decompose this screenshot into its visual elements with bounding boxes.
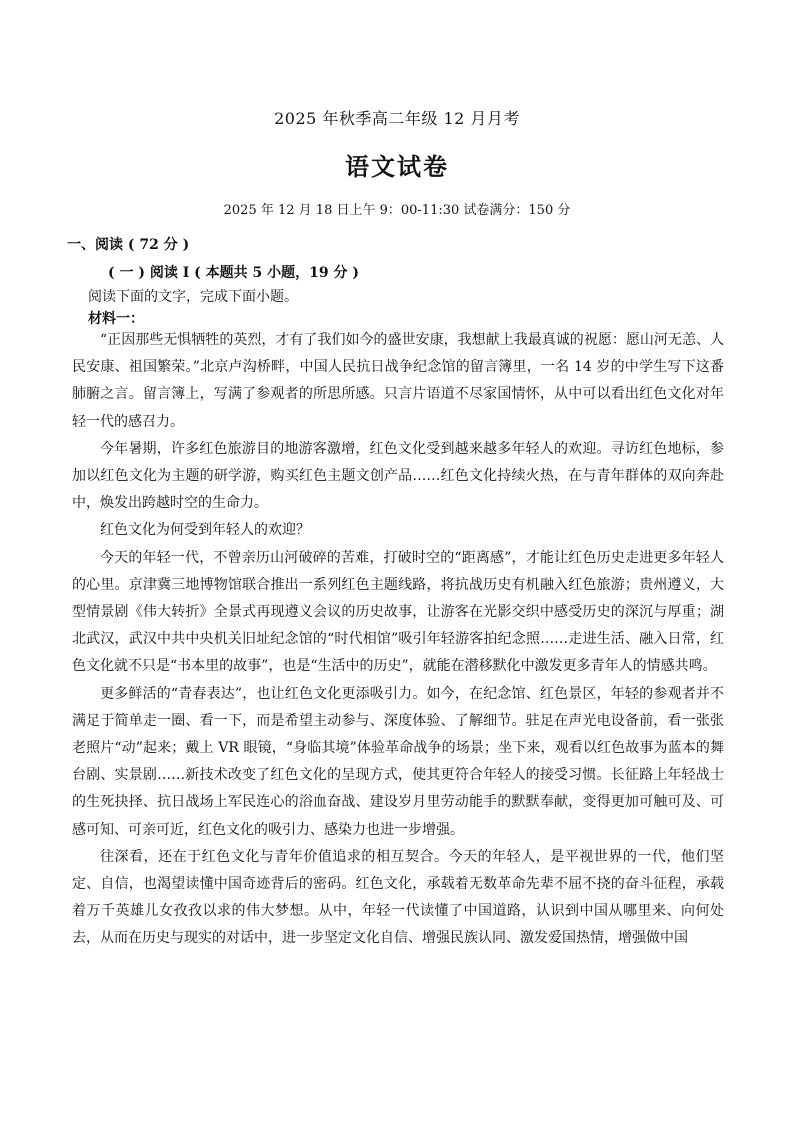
exam-title: 语文试卷 [345,152,449,181]
material-label: 材料一： [88,311,144,327]
paragraph: 今天的年轻一代，不曾亲历山河破碎的苦难，打破时空的“距离感”，才能让红色历史走进更多年轻人的心里。京津冀三地博物馆联合推出一系列红色主题线路，将抗战历史有机融入红色旅游；贵州遵义，大型情景剧《伟大转折》全景式再现遵义会议的历史故事，让游客在光影交织中感受历史的深沉与厚重；湖北武汉，武汉中共中央机关旧址纪念馆的“时代相馆”吸引年轻游客拍纪念照……走进生活、融入日常，红色文化就不只是“书本里的故事”，也是“生活中的历史”，就能在潜移默化中激发更多青年人的情感共鸣。 [72,549,724,675]
exam-subtitle: 2025 年秋季高二年级 12 月月考 [274,109,520,128]
reading-subheading: ( 一 ) 阅读 I ( 本题共 5 小题，19 分 ) [108,265,360,281]
passage-body [72,327,724,953]
paragraph: “正因那些无惧牺牲的英烈，才有了我们如今的盛世安康，我想献上我最真诚的祝愿：愿山河无恙、人民安康、祖国繁荣。”北京卢沟桥畔，中国人民抗日战争纪念馆的留言簿里，一名 14 岁的中学生写下这番肺腑之言。留言簿上，写满了参观者的所思所感。只言片语道不尽家国情怀，从中可以看出红色文化对年轻一代的感召力。 [72,332,724,430]
reading-instruction: 阅读下面的文字，完成下面小题。 [88,289,298,305]
section-heading: 一、阅读 ( 72 分 ) [67,237,190,253]
exam-info: 2025 年 12 月 18 日上午 9：00-11:30 试卷满分：150 分 [223,203,571,218]
paragraph: 红色文化为何受到年轻人的欢迎？ [100,522,310,539]
paragraph: 更多鲜活的“青春表达”，也让红色文化更添吸引力。如今，在纪念馆、红色景区，年轻的参观者并不满足于简单走一圈、看一下，而是希望主动参与、深度体验、了解细节。驻足在声光电设备前，看一张张老照片“动”起来；戴上 VR 眼镜，“身临其境”体验革命战争的场景；坐下来，观看以红色故事为蓝本的舞台剧、实景剧……新技术改变了红色文化的呈现方式，使其更符合年轻人的接受习惯。长征路上年轻战士的生死抉择、抗日战场上军民连心的浴血奋战、建设岁月里劳动能手的默默奉献，变得更加可触可及、可感可知、可亲可近，红色文化的吸引力、感染力也进一步增强。 [72,685,724,838]
paragraph: 往深看，还在于红色文化与青年价值追求的相互契合。今天的年轻人，是平视世界的一代，他们坚定、自信，也渴望读懂中国奇迹背后的密码。红色文化，承载着无数革命先辈不屈不挠的奋斗征程，承载着万千英雄儿女孜孜以求的伟大梦想。从中，年轻一代读懂了中国道路，认识到中国从哪里来、向何处去，从而在历史与现实的对话中，进一步坚定文化自信、增强民族认同、激发爱国热情，增强做中国 [72,848,724,947]
paragraph: 今年暑期，许多红色旅游目的地游客激增，红色文化受到越来越多年轻人的欢迎。寻访红色地标，参加以红色文化为主题的研学游，购买红色主题文创产品……红色文化持续火热，在与青年群体的双向奔赴中，焕发出跨越时空的生命力。 [72,440,724,512]
